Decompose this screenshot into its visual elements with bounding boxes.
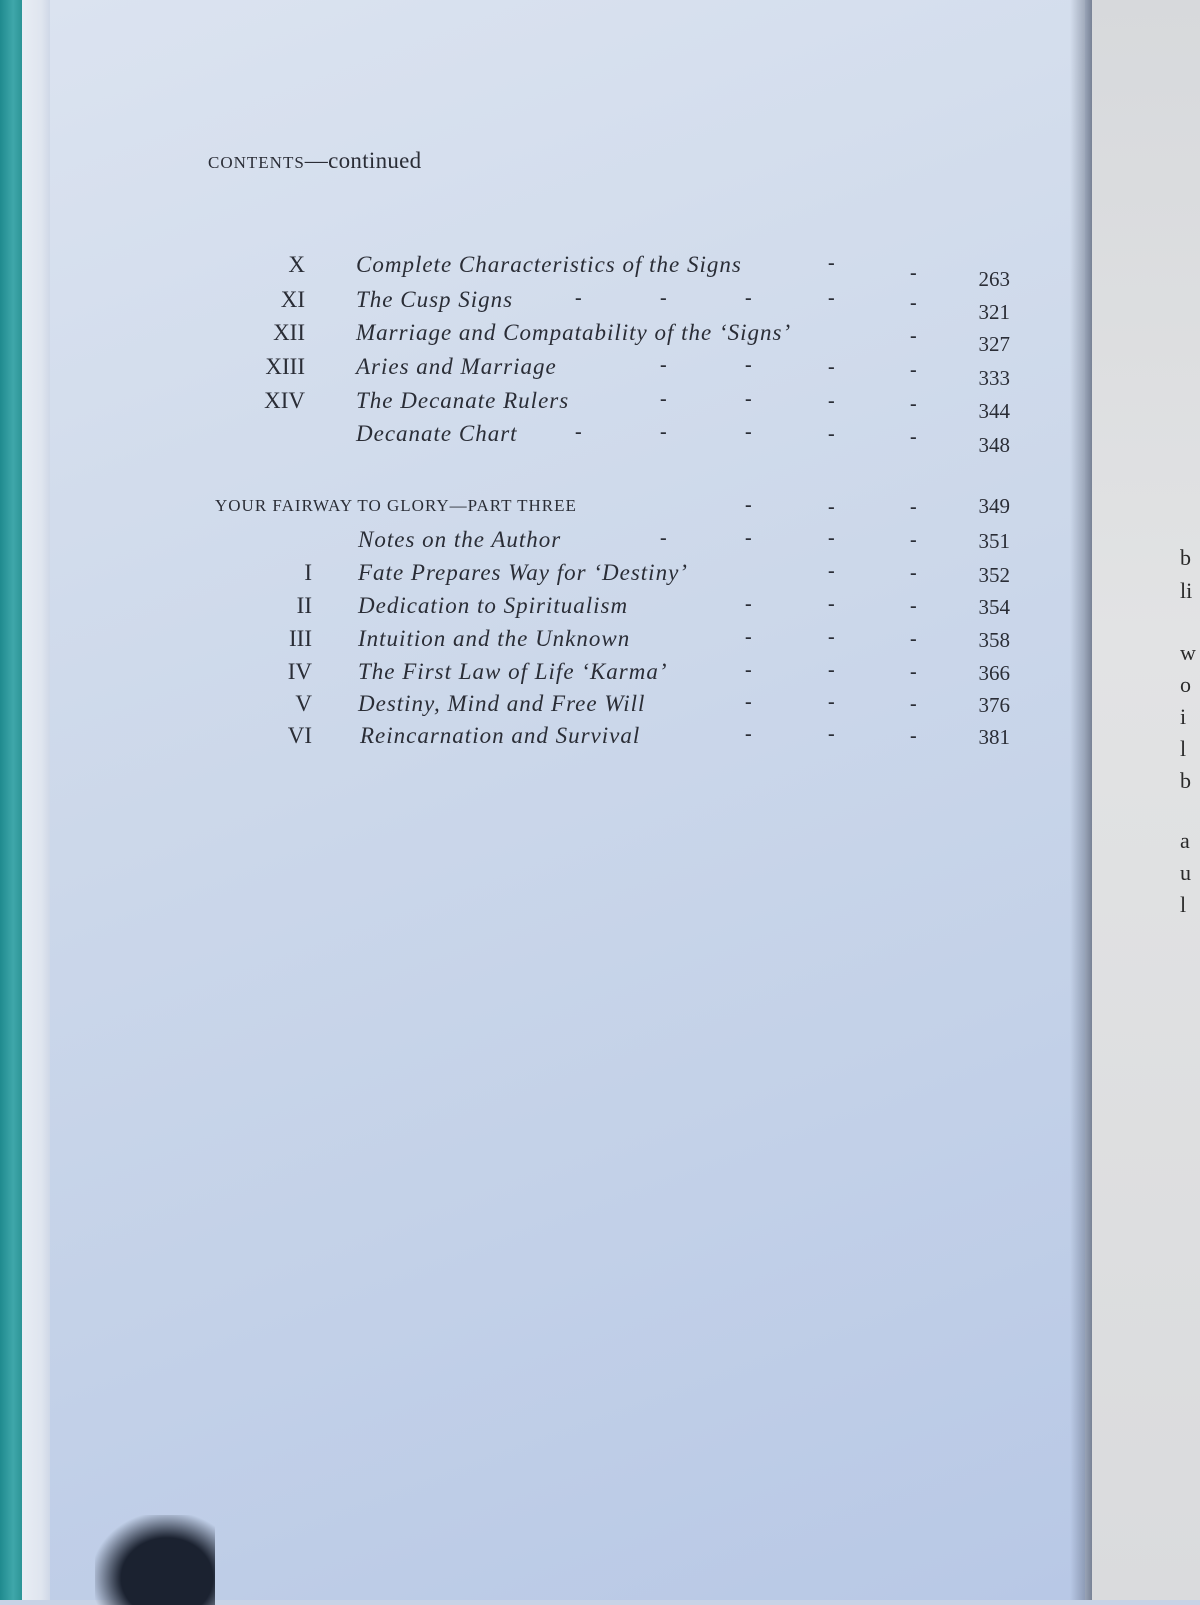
- leader-dash: -: [745, 388, 752, 410]
- leader-dash: -: [910, 426, 917, 448]
- leader-dash: -: [660, 421, 667, 443]
- chapter-title: The Decanate Rulers: [356, 388, 570, 413]
- leader-dash: -: [910, 628, 917, 650]
- leader-dash: -: [828, 626, 835, 648]
- part-three-entry: [0, 496, 1200, 526]
- chapter-numeral: II: [296, 593, 312, 618]
- chapter-title: Aries and Marriage: [356, 354, 557, 379]
- leader-dash: -: [910, 325, 917, 347]
- page-number: 327: [978, 332, 1010, 356]
- leader-dash: -: [910, 562, 917, 584]
- page-number: 321: [978, 300, 1010, 324]
- leader-dash: -: [910, 725, 917, 747]
- leader-dash: -: [828, 252, 835, 274]
- facing-page: [1092, 0, 1200, 1600]
- leader-dash: -: [745, 287, 752, 309]
- facing-page-fragment: w: [1180, 640, 1196, 665]
- toc-entry: [0, 560, 1200, 590]
- leader-dash: -: [745, 421, 752, 443]
- leader-dash: -: [660, 527, 667, 549]
- chapter-numeral: III: [289, 626, 312, 651]
- chapter-title: Marriage and Compatability of the ‘Signs’: [356, 320, 792, 345]
- leader-dash: -: [910, 292, 917, 314]
- contents-heading-prefix: CONTENTS: [208, 153, 305, 172]
- page-number: 376: [978, 693, 1010, 717]
- toc-entry: [0, 388, 1200, 423]
- leader-dash: -: [828, 691, 835, 713]
- leader-dash: -: [745, 354, 752, 376]
- leader-dash: -: [910, 693, 917, 715]
- contents-heading: [208, 148, 421, 174]
- toc-entry: [0, 252, 1200, 291]
- contents-page: [50, 0, 1085, 1600]
- facing-page-fragment: b: [1180, 768, 1191, 793]
- facing-page-fragment: u: [1180, 860, 1191, 885]
- toc-entry: [0, 287, 1200, 324]
- chapter-numeral: V: [295, 691, 312, 716]
- finger-shadow: [95, 1515, 215, 1605]
- leader-dash: -: [910, 262, 917, 284]
- facing-page-fragment: l: [1180, 892, 1187, 917]
- leader-dash: -: [910, 393, 917, 415]
- chapter-title: Dedication to Spiritualism: [358, 593, 629, 618]
- leader-dash: -: [745, 494, 752, 516]
- chapter-numeral: XII: [273, 320, 305, 345]
- chapter-numeral: VI: [287, 723, 312, 748]
- gutter-shadow: [1070, 0, 1092, 1600]
- chapter-title: Fate Prepares Way for ‘Destiny’: [358, 560, 688, 585]
- leader-dash: -: [828, 356, 835, 378]
- toc-entry: [0, 723, 1200, 753]
- leader-dash: -: [828, 593, 835, 615]
- leader-dash: -: [828, 527, 835, 549]
- leader-dash: -: [828, 496, 835, 518]
- chapter-numeral: X: [288, 252, 305, 277]
- leader-dash: -: [745, 691, 752, 713]
- book-spine: [0, 0, 22, 1600]
- page-number: 351: [978, 529, 1010, 553]
- leader-dash: -: [575, 287, 582, 309]
- page-number: 366: [978, 661, 1010, 685]
- leader-dash: -: [660, 354, 667, 376]
- leader-dash: -: [745, 593, 752, 615]
- contents-heading-suffix: —continued: [304, 148, 422, 173]
- page-number: 263: [978, 267, 1010, 291]
- chapter-title: Notes on the Author: [358, 527, 562, 552]
- page-number: 358: [978, 628, 1010, 652]
- toc-entry: [0, 527, 1200, 557]
- toc-entry: [0, 320, 1200, 356]
- chapter-title: The Cusp Signs: [356, 287, 514, 312]
- facing-page-fragment: li: [1180, 578, 1193, 603]
- leader-dash: -: [910, 496, 917, 518]
- chapter-title: The First Law of Life ‘Karma’: [358, 659, 668, 684]
- chapter-numeral: XIV: [264, 388, 305, 413]
- toc-entry: [0, 354, 1200, 390]
- leader-dash: -: [910, 529, 917, 551]
- chapter-title: Intuition and the Unknown: [358, 626, 631, 651]
- chapter-title: Decanate Chart: [356, 421, 518, 446]
- facing-page-fragment: l: [1180, 736, 1187, 761]
- page-number: 381: [978, 725, 1010, 749]
- toc-entry: [0, 421, 1200, 457]
- leader-dash: -: [745, 659, 752, 681]
- leader-dash: -: [660, 388, 667, 410]
- page-number: 352: [978, 563, 1010, 587]
- chapter-title: Reincarnation and Survival: [360, 723, 641, 748]
- toc-entry: [0, 626, 1200, 656]
- leader-dash: -: [828, 659, 835, 681]
- leader-dash: -: [660, 287, 667, 309]
- leader-dash: -: [828, 423, 835, 445]
- page-number: 348: [978, 433, 1010, 457]
- leader-dash: -: [828, 723, 835, 745]
- facing-page-fragment: a: [1180, 828, 1190, 853]
- leader-dash: -: [910, 595, 917, 617]
- leader-dash: -: [828, 287, 835, 309]
- chapter-numeral: IV: [287, 659, 312, 684]
- page-edges: [22, 0, 50, 1600]
- leader-dash: -: [745, 723, 752, 745]
- page-number: 354: [978, 595, 1010, 619]
- page-number: 344: [978, 399, 1010, 423]
- chapter-title: Destiny, Mind and Free Will: [358, 691, 646, 716]
- toc-entry: [0, 659, 1200, 689]
- leader-dash: -: [910, 661, 917, 683]
- toc-entry: [0, 593, 1200, 623]
- part-three-title: YOUR FAIRWAY TO GLORY—PART THREE: [215, 496, 577, 515]
- chapter-title: Complete Characteristics of the Signs: [356, 252, 742, 277]
- page-number: 333: [978, 366, 1010, 390]
- leader-dash: -: [745, 626, 752, 648]
- facing-page-fragment: o: [1180, 672, 1191, 697]
- facing-page-fragment: b: [1180, 545, 1191, 570]
- page-number: 349: [978, 494, 1010, 518]
- chapter-numeral: XI: [280, 287, 305, 312]
- facing-page-fragment: i: [1180, 704, 1187, 729]
- leader-dash: -: [575, 421, 582, 443]
- leader-dash: -: [828, 560, 835, 582]
- leader-dash: -: [910, 359, 917, 381]
- chapter-numeral: XIII: [265, 354, 305, 379]
- leader-dash: -: [828, 390, 835, 412]
- chapter-numeral: I: [304, 560, 312, 585]
- leader-dash: -: [745, 527, 752, 549]
- toc-entry: [0, 691, 1200, 721]
